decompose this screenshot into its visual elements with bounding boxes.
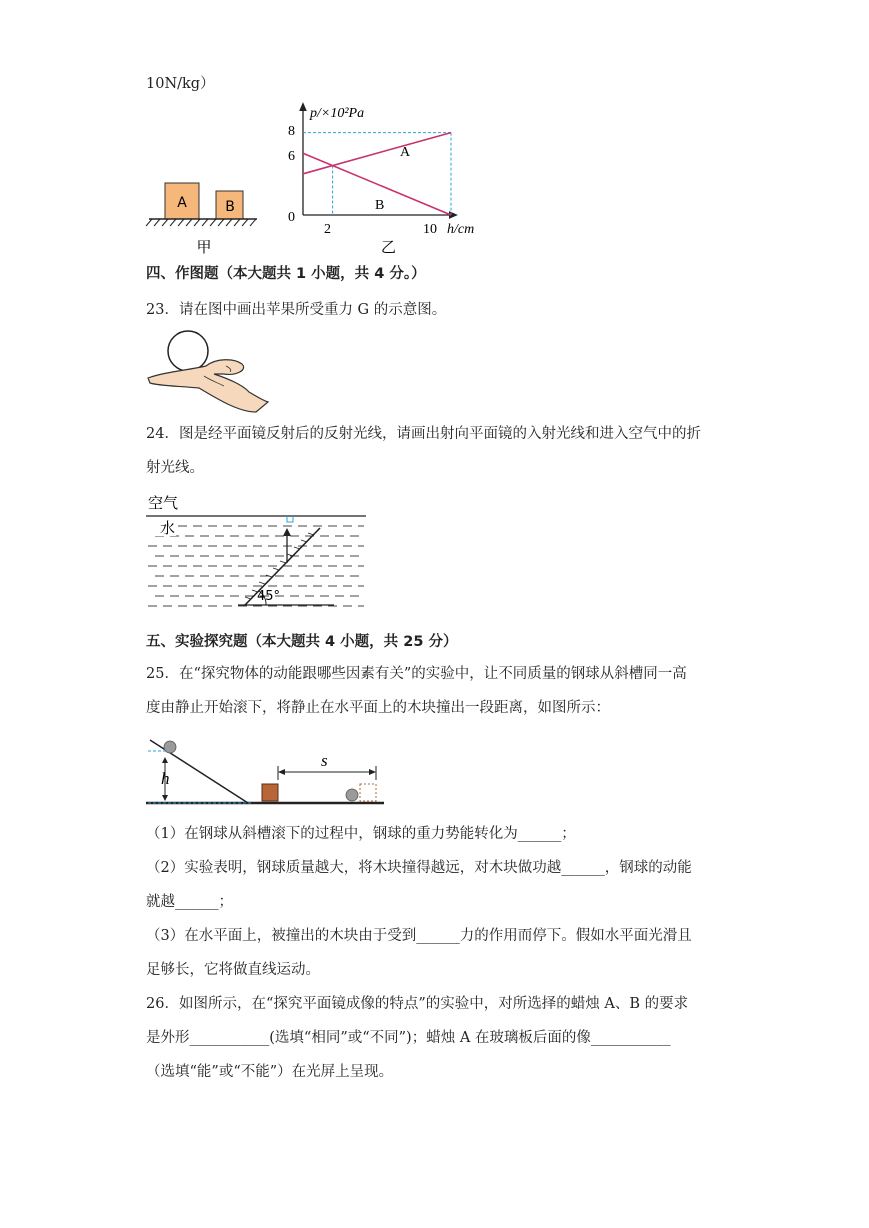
figure-yi-chart [284,100,484,260]
plane-mirror [244,528,320,606]
question-26-line3: （选填“能”或“不能”）在光屏上呈现。 [146,1064,394,1080]
hand-shape [148,360,268,412]
height-label: h [161,769,170,788]
question-23: 23．请在图中画出苹果所受重力 G 的示意图。 [146,302,447,318]
figure-apple-hand [144,328,274,416]
steel-ball-top [164,741,176,753]
wood-block [262,784,278,801]
series-line-a [303,133,451,174]
series-label-b: B [375,198,385,213]
question-25-line2: 度由静止开始滚下，将静止在水平面上的木块撞出一段距离，如图所示： [146,700,610,716]
right-angle-mark [287,516,293,522]
question-25-part2-line2: 就越______； [146,894,233,910]
series-label-a: A [400,145,411,160]
ray-arrow [283,528,291,536]
figure-ramp [144,730,388,812]
caption-jia: 甲 [196,238,212,256]
apple-circle [168,331,208,371]
y-tick-8: 8 [288,124,295,139]
figure-jia [144,176,264,256]
question-25-line1: 25．在“探究物体的动能跟哪些因素有关”的实验中，让不同质量的钢球从斜槽同一高 [146,666,687,682]
wood-block-moved [360,784,376,801]
caption-yi: 乙 [381,240,397,256]
section-heading-4: 四、作图题（本大题共 1 小题，共 4 分。） [146,266,426,282]
section-heading-5: 五、实验探究题（本大题共 4 小题，共 25 分） [146,634,458,650]
question-25-part2-line1: （2）实验表明，钢球质量越大，将木块撞得越远，对木块做功越______，钢球的动能 [146,860,692,876]
question-26-line2: 是外形___________(选填“相同”或“不同”)；蜡烛 A 在玻璃板后面的像___________ [146,1030,671,1046]
text-line: 10N/kg） [146,76,215,92]
figure-water-mirror [144,490,370,620]
question-24-line1: 24．图是经平面镜反射后的反射光线，请画出射向平面镜的入射光线和进入空气中的折 [146,426,701,442]
question-25-part3-line2: 足够长，它将做直线运动。 [146,962,320,978]
y-tick-6: 6 [288,149,295,164]
label-a: A [177,195,187,211]
air-label: 空气 [148,494,179,512]
ground-hatch [146,219,256,226]
angle-label: 45° [257,589,281,604]
steel-ball-bottom [346,789,358,801]
distance-label: s [321,751,328,770]
x-axis-label: h/cm [447,222,475,237]
x-tick-2: 2 [324,222,331,237]
water-label: 水 [160,519,176,537]
question-25-part3-line1: （3）在水平面上，被撞出的木块由于受到______力的作用而停下。假如水平面光滑且 [146,928,692,944]
y-tick-0: 0 [288,210,295,225]
question-24-line2: 射光线。 [146,460,204,476]
question-26-line1: 26．如图所示，在“探究平面镜成像的特点”的实验中，对所选择的蜡烛 A、B 的要求 [146,996,689,1012]
y-axis-label: p/×10²Pa [310,106,365,121]
label-b: B [225,199,235,215]
x-tick-10: 10 [423,222,437,237]
question-25-part1: （1）在钢球从斜槽滚下的过程中，钢球的重力势能转化为______； [146,826,576,842]
